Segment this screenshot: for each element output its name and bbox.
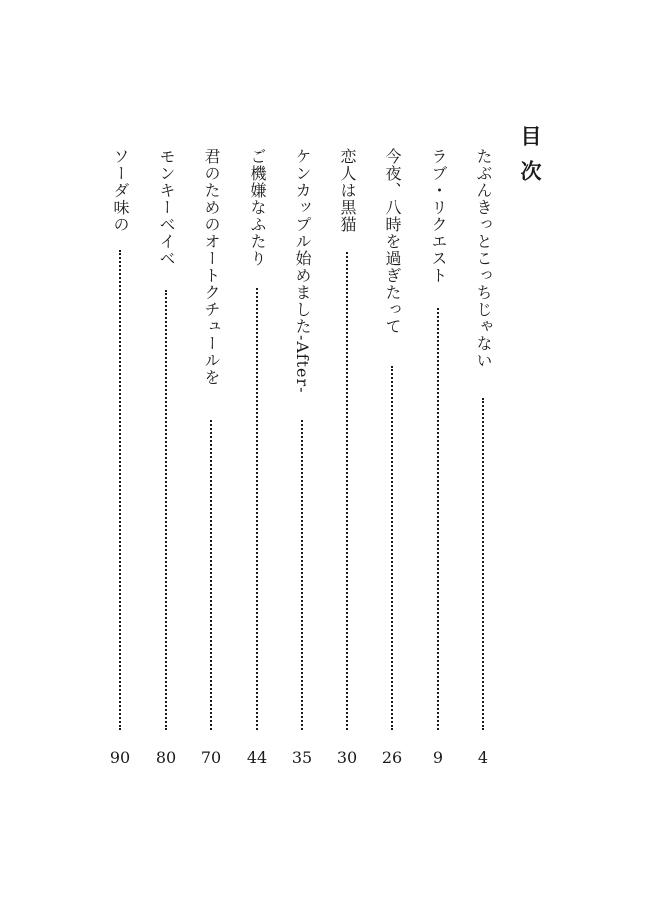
toc-entry-title: 恋人は黒猫 <box>338 148 357 233</box>
toc-entry-title: たぶんきっとこっちじゃない <box>474 148 493 369</box>
toc-entry-7[interactable] <box>197 148 225 768</box>
toc-entry-page: 70 <box>200 748 222 767</box>
toc-entry-title: モンキーベイベ <box>157 148 176 267</box>
toc-entry-1[interactable] <box>469 148 497 768</box>
toc-entry-3[interactable] <box>378 148 406 768</box>
dot-leader <box>482 398 484 730</box>
dot-leader <box>210 420 212 730</box>
toc-heading: 目次 <box>518 125 543 195</box>
toc-entry-title: 今夜、八時を過ぎたって <box>383 148 402 335</box>
toc-entry-page: 80 <box>155 748 177 767</box>
toc-entry-title: 君のためのオートクチュールを <box>202 148 221 386</box>
toc-entry-page: 35 <box>291 748 313 767</box>
toc-entry-page: 4 <box>477 748 489 767</box>
toc-entry-6[interactable] <box>243 148 271 768</box>
dot-leader <box>256 288 258 730</box>
dot-leader <box>391 366 393 730</box>
toc-entry-9[interactable] <box>106 148 134 768</box>
toc-entry-page: 9 <box>432 748 444 767</box>
toc-entry-title: ご機嫌なふたり <box>248 148 267 267</box>
dot-leader <box>119 250 121 730</box>
toc-entry-4[interactable] <box>333 148 361 768</box>
dot-leader <box>165 290 167 730</box>
dot-leader <box>346 252 348 730</box>
toc-entry-page: 26 <box>381 748 403 767</box>
dot-leader <box>301 420 303 730</box>
toc-entry-2[interactable] <box>424 148 452 768</box>
toc-entry-page: 30 <box>336 748 358 767</box>
toc-entry-page: 44 <box>246 748 268 767</box>
dot-leader <box>437 308 439 730</box>
toc-entry-page: 90 <box>109 748 131 767</box>
toc-entry-5[interactable] <box>288 148 316 768</box>
toc-entry-title: ケンカップル始めました-After- <box>293 148 312 394</box>
toc-entry-title: ソーダ味の <box>111 148 130 233</box>
toc-entry-title: ラブ・リクエスト <box>429 148 448 284</box>
toc-entry-8[interactable] <box>152 148 180 768</box>
